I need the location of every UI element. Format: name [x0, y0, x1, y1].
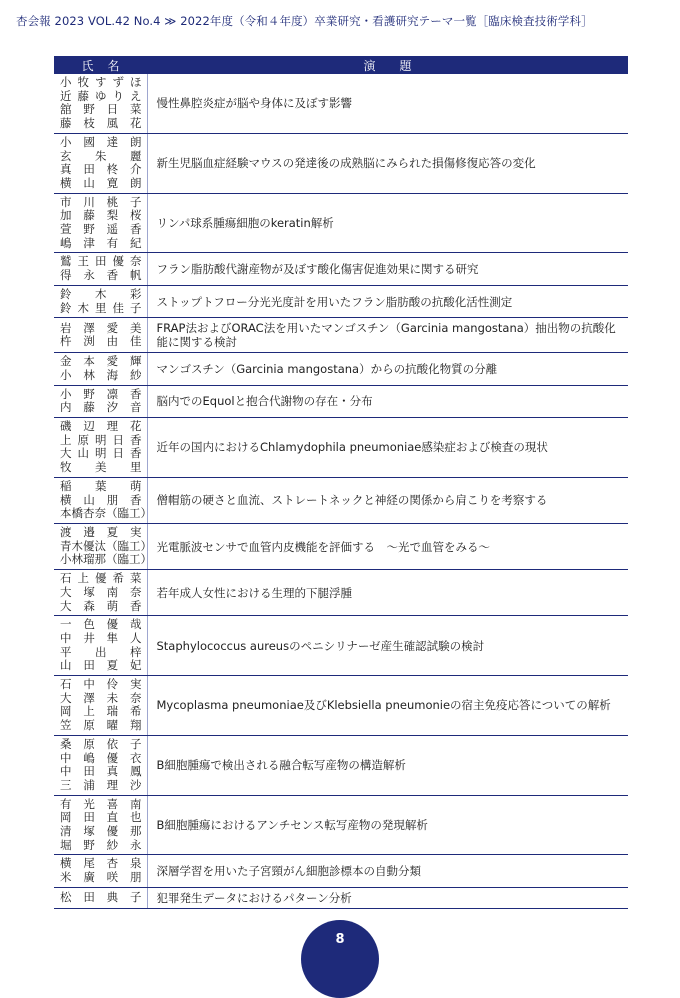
student-name: 加 藤 梨 桜: [60, 208, 142, 223]
student-name: 石 上 優 希 菜: [60, 571, 142, 586]
names-cell: [54, 477, 152, 523]
thesis-title: 犯罪発生データにおけるパターン分析: [147, 887, 628, 908]
table-row: [54, 353, 628, 385]
student-name: 三 浦 理 沙: [60, 777, 142, 792]
names-cell: [54, 353, 147, 385]
table-row: [54, 887, 628, 908]
names-cell: [54, 735, 147, 795]
student-name: 大 森 萌 香: [60, 598, 142, 613]
thesis-title: FRAP法およびORAC法を用いたマンゴスチン（Garcinia mangostana）抽出物の抗酸化能に関する検討: [147, 318, 628, 353]
student-name: 岩 澤 愛 美: [60, 320, 142, 335]
names-cell: [54, 253, 147, 285]
table-row: [54, 285, 628, 317]
names-cell: [54, 523, 152, 569]
student-name: 横 山 寛 朗: [60, 175, 142, 190]
names-cell: [54, 285, 147, 317]
student-name: 平 出 梓: [60, 644, 142, 659]
names-cell: [54, 318, 147, 353]
student-name: 大 山 明 日 香: [60, 446, 142, 461]
thesis-title: ストップトフロー分光光度計を用いたフラン脂肪酸の抗酸化活性測定: [147, 285, 628, 317]
student-name: 牧 美 里: [60, 460, 142, 475]
names-cell: [54, 676, 147, 736]
student-name: 内 藤 汐 音: [60, 400, 142, 415]
table-row: [54, 795, 628, 855]
student-name: 小 林 海 紗: [60, 367, 142, 382]
student-name: 清 塚 優 那: [60, 824, 142, 839]
student-name: 山 田 夏 妃: [60, 658, 142, 673]
student-name: 萱 野 遥 香: [60, 222, 142, 237]
table-row: [54, 676, 628, 736]
table-row: [54, 74, 628, 133]
names-cell: [54, 385, 147, 417]
student-name: 小 國 達 朗: [60, 134, 142, 149]
student-name: 桑 原 依 子: [60, 736, 142, 751]
thesis-title: 脳内でのEquolと抱合代謝物の存在・分布: [147, 385, 628, 417]
thesis-title: 慢性鼻腔炎症が脳や身体に及ぼす影響: [147, 74, 628, 133]
student-name: 笠 原 曜 翔: [60, 718, 142, 733]
student-name: 岡 田 直 也: [60, 810, 142, 825]
student-name: 中 田 真 鳳: [60, 764, 142, 779]
thesis-title: マンゴスチン（Garcinia mangostana）からの抗酸化物質の分離: [147, 353, 628, 385]
student-name: 小 牧 す ず ほ: [60, 75, 142, 89]
student-name: 大 塚 南 奈: [60, 584, 142, 599]
table-row: [54, 318, 628, 353]
names-cell: [54, 795, 147, 855]
table-row: [54, 570, 628, 616]
table-row: [54, 418, 628, 478]
student-name: 大 澤 未 奈: [60, 690, 142, 705]
thesis-title: 近年の国内におけるChlamydophila pneumoniae感染症および検査の現状: [147, 418, 628, 478]
table-row: [54, 855, 628, 887]
student-name: 稲 葉 萌: [60, 478, 142, 493]
student-name: 杵 渕 由 佳: [60, 334, 142, 349]
student-name: 横 山 朋 香: [60, 492, 142, 507]
table-row: [54, 735, 628, 795]
student-name: 近 藤 ゆ り え: [60, 88, 142, 103]
student-name: 玄 朱 麗: [60, 148, 142, 163]
student-name: 青 木 優 汰 （ 臨 工 ）: [60, 538, 152, 553]
student-name: 小 野 凛 香: [60, 386, 142, 401]
thesis-title: B細胞腫瘍におけるアンチセンス転写産物の発現解析: [147, 795, 628, 855]
student-name: 一 色 優 哉: [60, 617, 142, 632]
student-name: 上 原 明 日 香: [60, 432, 142, 447]
table-row: [54, 193, 628, 253]
student-name: 藤 枝 風 花: [60, 116, 142, 131]
student-name: 真 田 柊 介: [60, 162, 142, 177]
student-name: 米 廣 咲 朋: [60, 870, 142, 885]
thesis-title: Staphylococcus aureusのペニシリナーゼ産生確認試験の検討: [147, 616, 628, 676]
student-name: 小 林 瑠 那 （ 臨 工 ）: [60, 552, 152, 567]
names-cell: [54, 74, 147, 133]
student-name: 岡 上 瑞 希: [60, 704, 142, 719]
student-name: 有 光 喜 南: [60, 796, 142, 811]
thesis-title: 光電脈波センサで血管内皮機能を評価する ～光で血管をみる～: [147, 523, 628, 569]
theses-table: [54, 56, 628, 909]
names-cell: [54, 418, 147, 478]
table-row: [54, 616, 628, 676]
thesis-title: B細胞腫瘍で検出される融合転写産物の構造解析: [147, 735, 628, 795]
student-name: 鷲 王 田 優 奈: [60, 254, 142, 269]
names-cell: [54, 570, 147, 616]
student-name: 鈴 木 彩: [60, 286, 142, 301]
names-cell: [54, 887, 147, 908]
student-name: 金 本 愛 輝: [60, 354, 142, 369]
thesis-title: 新生児脳血症経験マウスの発達後の成熟脳にみられた損傷修復応答の変化: [147, 133, 628, 193]
student-name: 本 橋 杏 奈 （ 臨 工 ）: [60, 506, 152, 521]
page-header: 杏会報 2023 VOL.42 No.4 ≫ 2022年度（令和４年度）卒業研究・看護研究テーマ一覧［臨床検査技術学科］: [16, 14, 593, 28]
thesis-title: 若年成人女性における生理的下腿浮腫: [147, 570, 628, 616]
thesis-title: 深層学習を用いた子宮頸がん細胞診標本の自動分類: [147, 855, 628, 887]
table-header-row: [54, 56, 628, 74]
table-row: [54, 253, 628, 285]
names-cell: [54, 133, 147, 193]
student-name: 松 田 典 子: [60, 890, 142, 904]
thesis-title: Mycoplasma pneumoniae及びKlebsiella pneumonieの宿主免疫応答についての解析: [147, 676, 628, 736]
student-name: 嶋 津 有 紀: [60, 235, 142, 250]
names-cell: [54, 855, 147, 887]
student-name: 得 永 香 帆: [60, 268, 142, 283]
student-name: 舘 野 日 菜: [60, 102, 142, 117]
student-name: 横 尾 杏 泉: [60, 856, 142, 871]
student-name: 中 嶋 優 衣: [60, 750, 142, 765]
table-row: [54, 385, 628, 417]
thesis-title: フラン脂肪酸代謝産物が及ぼす酸化傷害促進効果に関する研究: [147, 253, 628, 285]
table-row: [54, 133, 628, 193]
thesis-title: 僧帽筋の硬さと血流、ストレートネックと神経の関係から肩こりを考察する: [147, 477, 628, 523]
column-header-names: 氏名: [54, 56, 147, 74]
names-cell: [54, 616, 147, 676]
table-row: [54, 523, 628, 569]
thesis-title: リンパ球系腫瘍細胞のkeratin解析: [147, 193, 628, 253]
student-name: 市 川 桃 子: [60, 194, 142, 209]
student-name: 堀 野 紗 永: [60, 837, 142, 852]
names-cell: [54, 193, 147, 253]
student-name: 渡 邉 夏 実: [60, 524, 142, 539]
column-header-title: 演題: [147, 56, 628, 74]
page-number: 8: [335, 932, 345, 947]
student-name: 石 中 伶 実: [60, 677, 142, 692]
student-name: 鈴 木 里 佳 子: [60, 300, 142, 315]
table-body: [54, 74, 628, 908]
page-number-badge: [301, 920, 379, 998]
student-name: 磯 辺 理 花: [60, 419, 142, 434]
table-row: [54, 477, 628, 523]
student-name: 中 井 隼 人: [60, 630, 142, 645]
